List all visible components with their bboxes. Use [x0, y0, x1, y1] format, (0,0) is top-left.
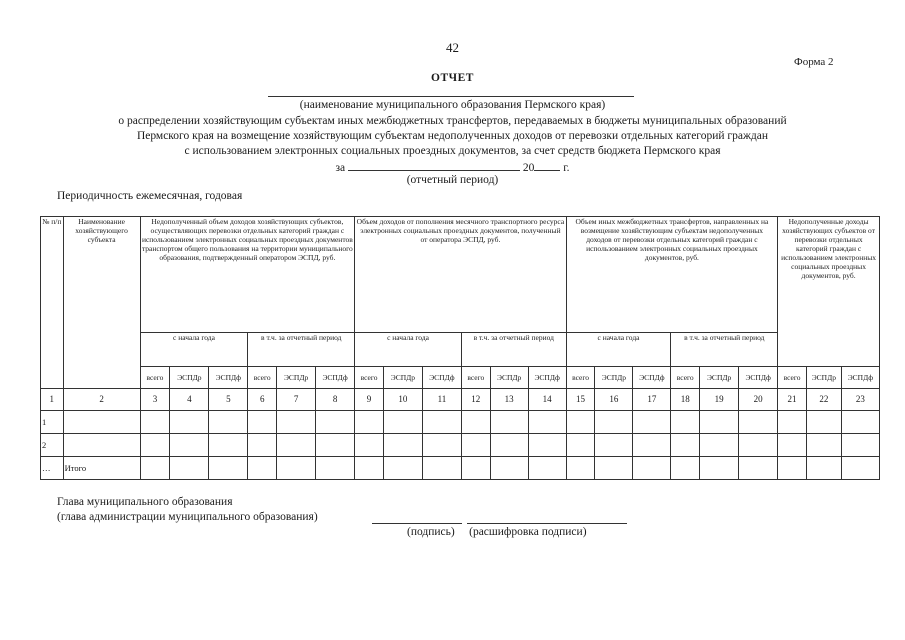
signature-caption: (подпись) [407, 526, 455, 538]
data-cell[interactable] [841, 457, 879, 480]
header-vsego: всего [140, 367, 170, 389]
column-number: 6 [248, 389, 277, 411]
data-cell[interactable] [700, 411, 739, 434]
municipality-caption: (наименование муниципального образования Пермского края) [299, 99, 606, 111]
header-group-transfers: Объем иных межбюджетных трансфертов, направленных на возмещение хозяйствующим субъектам недополученных доходов от перевозки отдельных категорий граждан с использованием электронных социальных проездных документов, руб. [566, 217, 777, 333]
header-number: № п/п [41, 217, 64, 389]
data-cell[interactable] [566, 411, 595, 434]
header-vsego: всего [248, 367, 277, 389]
data-cell[interactable] [806, 457, 841, 480]
column-number: 1 [41, 389, 64, 411]
header-vsego: всего [671, 367, 700, 389]
column-number: 11 [422, 389, 461, 411]
period-prefix: за [335, 162, 346, 174]
period-suffix: г. [563, 162, 570, 174]
column-number: 15 [566, 389, 595, 411]
row-entity-name[interactable] [63, 411, 140, 434]
report-table [40, 216, 880, 480]
table-row [41, 411, 880, 434]
column-number: 10 [383, 389, 422, 411]
data-cell[interactable] [490, 434, 528, 457]
data-cell[interactable] [671, 457, 700, 480]
data-cell[interactable] [277, 411, 316, 434]
data-cell[interactable] [316, 457, 355, 480]
data-cell[interactable] [383, 434, 422, 457]
column-number: 22 [806, 389, 841, 411]
data-cell[interactable] [383, 457, 422, 480]
header-entity-name: Наименование хозяйствующего субъекта [63, 217, 140, 389]
header-incl-period: в т.ч. за отчетный период [248, 333, 355, 367]
data-cell[interactable] [528, 434, 566, 457]
data-cell[interactable] [528, 457, 566, 480]
data-cell[interactable] [248, 457, 277, 480]
data-cell[interactable] [566, 457, 595, 480]
header-espdf: ЭСПДф [422, 367, 461, 389]
periodicity: Периодичность ежемесячная, годовая [57, 190, 243, 202]
header-espdf: ЭСПДф [633, 367, 671, 389]
column-number-row [41, 389, 880, 411]
signatory-title: Глава муниципального образования [57, 496, 233, 508]
data-cell[interactable] [778, 457, 807, 480]
data-cell[interactable] [739, 457, 778, 480]
header-incl-period: в т.ч. за отчетный период [461, 333, 566, 367]
header-espdr: ЭСПДр [595, 367, 633, 389]
data-cell[interactable] [209, 411, 248, 434]
reporting-period-row [0, 161, 905, 174]
data-cell[interactable] [248, 411, 277, 434]
header-espdf: ЭСПДф [209, 367, 248, 389]
column-number: 13 [490, 389, 528, 411]
data-cell[interactable] [806, 411, 841, 434]
column-number: 21 [778, 389, 807, 411]
data-cell[interactable] [461, 457, 490, 480]
column-number: 8 [316, 389, 355, 411]
data-cell[interactable] [316, 411, 355, 434]
header-espdr: ЭСПДр [806, 367, 841, 389]
column-number: 17 [633, 389, 671, 411]
data-cell[interactable] [461, 434, 490, 457]
data-cell[interactable] [316, 434, 355, 457]
data-cell[interactable] [739, 411, 778, 434]
data-cell[interactable] [209, 434, 248, 457]
column-number: 23 [841, 389, 879, 411]
header-since-start: с начала года [355, 333, 462, 367]
column-number: 3 [140, 389, 170, 411]
decode-caption: (расшифровка подписи) [469, 526, 587, 538]
data-cell[interactable] [422, 457, 461, 480]
header-vsego: всего [778, 367, 807, 389]
data-cell[interactable] [422, 434, 461, 457]
signature-decode-line[interactable] [467, 523, 627, 524]
data-cell[interactable] [739, 434, 778, 457]
header-vsego: всего [566, 367, 595, 389]
data-cell[interactable] [140, 434, 170, 457]
header-incl-period: в т.ч. за отчетный период [671, 333, 778, 367]
data-cell[interactable] [671, 411, 700, 434]
data-cell[interactable] [778, 411, 807, 434]
data-cell[interactable] [778, 434, 807, 457]
column-number: 20 [739, 389, 778, 411]
page-number: 42 [446, 40, 459, 55]
data-cell[interactable] [140, 411, 170, 434]
data-cell[interactable] [170, 457, 209, 480]
header-espdf: ЭСПДф [316, 367, 355, 389]
data-cell[interactable] [355, 434, 384, 457]
column-number: 5 [209, 389, 248, 411]
header-espdf: ЭСПДф [841, 367, 879, 389]
data-cell[interactable] [633, 411, 671, 434]
row-total-label: Итого [63, 457, 140, 480]
header-espdf: ЭСПДф [739, 367, 778, 389]
data-cell[interactable] [355, 457, 384, 480]
column-number: 18 [671, 389, 700, 411]
header-espdr: ЭСПДр [383, 367, 422, 389]
data-cell[interactable] [528, 411, 566, 434]
municipality-blank-line [268, 96, 634, 97]
signature-line[interactable] [372, 523, 462, 524]
signatory-subtitle: (глава администрации муниципального образования) [57, 511, 318, 523]
data-cell[interactable] [595, 434, 633, 457]
data-cell[interactable] [170, 434, 209, 457]
subtitle-line-2: Пермского края на возмещение хозяйствующим субъектам недополученных доходов от перевозки отдельных категорий граждан [136, 130, 769, 142]
column-number: 19 [700, 389, 739, 411]
form-label: Форма 2 [794, 56, 834, 68]
column-number: 16 [595, 389, 633, 411]
data-cell[interactable] [671, 434, 700, 457]
header-vsego: всего [461, 367, 490, 389]
data-cell[interactable] [461, 411, 490, 434]
data-cell[interactable] [490, 457, 528, 480]
data-cell[interactable] [633, 457, 671, 480]
column-number: 2 [63, 389, 140, 411]
period-caption: (отчетный период) [406, 174, 499, 186]
data-cell[interactable] [490, 411, 528, 434]
data-cell[interactable] [355, 411, 384, 434]
header-espdr: ЭСПДр [277, 367, 316, 389]
subtitle-line-3: с использованием электронных социальных проездных документов, за счет средств бюджета Пермского края [184, 145, 721, 157]
table-row [41, 434, 880, 457]
header-group-uncompensated: Недополученные доходы хозяйствующих субъектов от перевозки отдельных категорий граждан с использованием электронных социальных проездных документов, руб. [778, 217, 880, 367]
data-cell[interactable] [383, 411, 422, 434]
header-espdr: ЭСПДр [700, 367, 739, 389]
data-cell[interactable] [277, 434, 316, 457]
row-entity-name[interactable] [63, 434, 140, 457]
data-cell[interactable] [140, 457, 170, 480]
subtitle-line-1: о распределении хозяйствующим субъектам иных межбюджетных трансфертов, передаваемых в бюджеты муниципальных образований [118, 115, 787, 127]
data-cell[interactable] [422, 411, 461, 434]
data-cell[interactable] [170, 411, 209, 434]
row-number: 2 [41, 434, 64, 457]
header-espdr: ЭСПДр [170, 367, 209, 389]
period-year: 20 [522, 162, 535, 174]
column-number: 7 [277, 389, 316, 411]
row-number: … [41, 457, 64, 480]
data-cell[interactable] [209, 457, 248, 480]
table-row-total [41, 457, 880, 480]
data-cell[interactable] [248, 434, 277, 457]
column-number: 14 [528, 389, 566, 411]
year-blank [534, 161, 560, 171]
data-cell[interactable] [566, 434, 595, 457]
column-number: 12 [461, 389, 490, 411]
data-cell[interactable] [841, 434, 879, 457]
data-cell[interactable] [595, 411, 633, 434]
column-number: 9 [355, 389, 384, 411]
header-espdr: ЭСПДр [490, 367, 528, 389]
data-cell[interactable] [633, 434, 671, 457]
period-blank [348, 161, 520, 171]
data-cell[interactable] [841, 411, 879, 434]
data-cell[interactable] [595, 457, 633, 480]
header-group-refill-income: Объем доходов от пополнения месячного транспортного ресурса электронных социальных проездных документов, полученный от оператора ЭСПД, руб. [355, 217, 567, 333]
header-since-start: с начала года [140, 333, 248, 367]
report-title: ОТЧЕТ [431, 72, 474, 84]
signature-captions [407, 526, 587, 538]
header-group-lost-income: Недополученный объем доходов хозяйствующих субъектов, осуществляющих перевозки отдельных категорий граждан с использованием электронных социальных проездных документов транспортом общего пользования на территории муниципального образования, подтвержденный оператором ЭСПД, руб. [140, 217, 355, 333]
header-since-start: с начала года [566, 333, 671, 367]
data-cell[interactable] [700, 434, 739, 457]
header-vsego: всего [355, 367, 384, 389]
data-cell[interactable] [700, 457, 739, 480]
header-espdf: ЭСПДф [528, 367, 566, 389]
column-number: 4 [170, 389, 209, 411]
data-cell[interactable] [806, 434, 841, 457]
row-number: 1 [41, 411, 64, 434]
data-cell[interactable] [277, 457, 316, 480]
